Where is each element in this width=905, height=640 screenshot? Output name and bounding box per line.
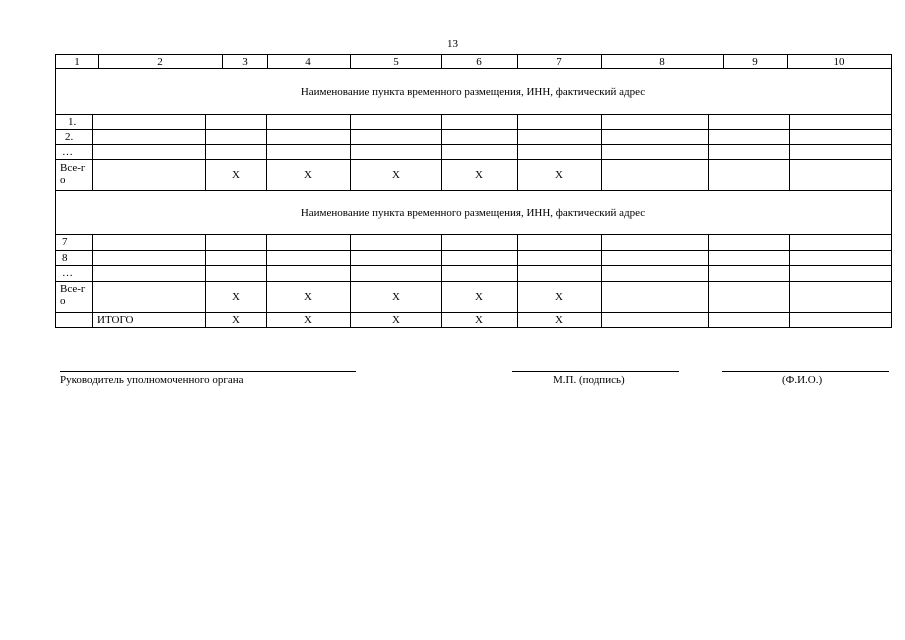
section-title: Наименование пункта временного размещения, ИНН, фактический адрес	[300, 86, 646, 98]
name-signature-line	[722, 371, 889, 372]
section-title: Наименование пункта временного размещения, ИНН, фактический адрес	[300, 207, 646, 219]
head-signature-line	[60, 371, 356, 372]
total-mark: Х	[475, 291, 483, 303]
col-header-6: 6	[476, 56, 482, 68]
row-number: 2.	[65, 131, 74, 143]
total-mark: Х	[475, 169, 483, 181]
grand-total-mark: Х	[232, 314, 240, 326]
col-header-2: 2	[157, 56, 163, 68]
head-signature-label: Руководитель уполномоченного органа	[60, 374, 244, 386]
row-number: 1.	[68, 116, 77, 128]
grand-total-mark: Х	[304, 314, 312, 326]
col-header-5: 5	[393, 56, 399, 68]
col-header-10: 10	[833, 56, 845, 68]
total-mark: Х	[232, 169, 240, 181]
stamp-signature-line	[512, 371, 679, 372]
col-header-4: 4	[305, 56, 311, 68]
grand-total-mark: Х	[555, 314, 563, 326]
total-label: Все-го	[60, 283, 86, 307]
total-mark: Х	[392, 291, 400, 303]
row-number: …	[62, 267, 73, 279]
total-mark: Х	[555, 169, 563, 181]
total-mark: Х	[304, 169, 312, 181]
col-header-9: 9	[752, 56, 758, 68]
total-mark: Х	[304, 291, 312, 303]
grand-total-mark: Х	[392, 314, 400, 326]
row-number: 8	[62, 252, 68, 264]
page-number: 13	[447, 38, 458, 50]
total-mark: Х	[392, 169, 400, 181]
stamp-signature-label: М.П. (подпись)	[553, 374, 625, 386]
row-number: …	[62, 146, 73, 158]
col-header-8: 8	[659, 56, 665, 68]
total-mark: Х	[232, 291, 240, 303]
grand-total-label: ИТОГО	[97, 314, 134, 326]
row-number: 7	[62, 236, 68, 248]
col-header-1: 1	[74, 56, 80, 68]
col-header-7: 7	[556, 56, 562, 68]
total-mark: Х	[555, 291, 563, 303]
grand-total-mark: Х	[475, 314, 483, 326]
total-label: Все-го	[60, 162, 86, 186]
col-header-3: 3	[242, 56, 248, 68]
name-signature-label: (Ф.И.О.)	[782, 374, 823, 386]
